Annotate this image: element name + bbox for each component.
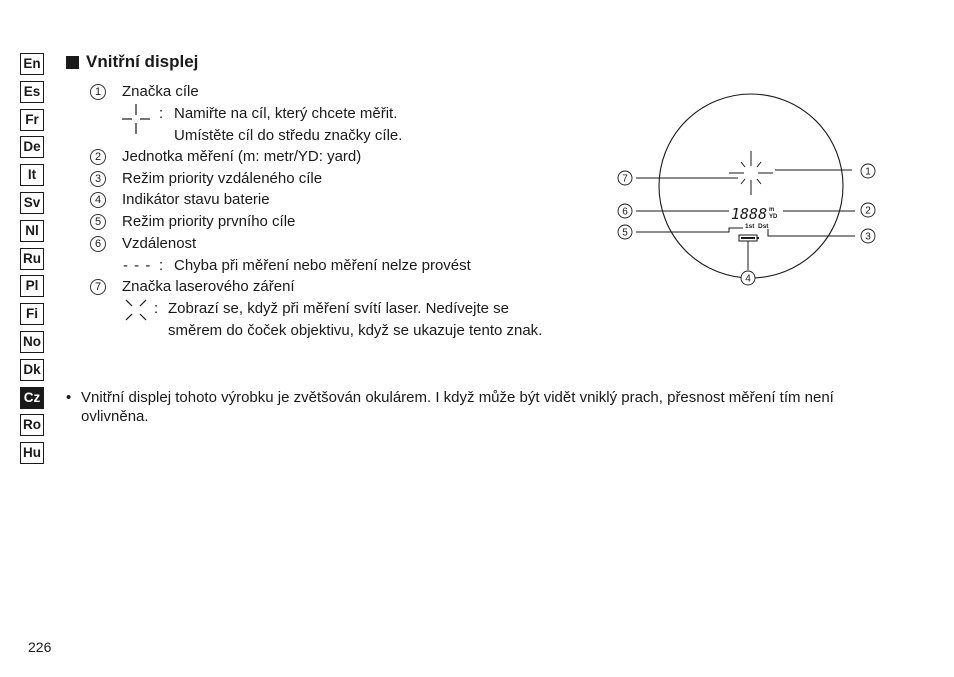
- list-item-label: Vzdálenost: [122, 235, 197, 252]
- lang-tab-it[interactable]: It: [20, 164, 44, 186]
- heading-title: Vnitřní displej: [86, 52, 199, 71]
- callout-4: 4: [745, 273, 751, 285]
- laser-mark-icon: [124, 298, 148, 322]
- lang-tab-es[interactable]: Es: [20, 81, 44, 103]
- callout-number: 6: [90, 236, 106, 252]
- footnote-bullet: •: [66, 389, 72, 406]
- laser-colon: :: [154, 300, 159, 317]
- dash-colon: :: [159, 257, 164, 274]
- lang-tab-no[interactable]: No: [20, 331, 44, 353]
- target-line-1: Namiřte na cíl, který chcete měřit.: [174, 105, 398, 122]
- diagram-unit-m: m: [769, 207, 775, 213]
- section-heading: [66, 52, 198, 72]
- list-item-3: [90, 169, 322, 188]
- lang-tab-pl[interactable]: Pl: [20, 275, 44, 297]
- page-number: 226: [28, 639, 52, 655]
- target-line-2: Umístěte cíl do středu značky cíle.: [174, 127, 403, 144]
- internal-display-diagram: [605, 85, 890, 295]
- callout-3: 3: [865, 231, 871, 243]
- callout-5: 5: [622, 227, 628, 239]
- lang-tab-hu[interactable]: Hu: [20, 442, 44, 464]
- footnote: [66, 388, 886, 426]
- diagram-unit-yd: YD: [769, 214, 778, 220]
- diagram-dist-mode: Dst: [758, 223, 769, 230]
- list-item-5: [90, 212, 295, 231]
- list-item-label: Indikátor stavu baterie: [122, 191, 270, 208]
- list-item-label: Značka laserového záření: [122, 278, 295, 295]
- heading-square-icon: [66, 56, 79, 69]
- callout-1: 1: [865, 166, 871, 178]
- list-item-7: [90, 277, 295, 296]
- lang-tab-ru[interactable]: Ru: [20, 248, 44, 270]
- list-item-label: Režim priority vzdáleného cíle: [122, 170, 323, 187]
- list-item-label: Značka cíle: [122, 83, 199, 100]
- laser-line-2: směrem do čoček objektivu, když se ukazuje tento znak.: [168, 322, 543, 339]
- list-item-label: Jednotka měření (m: metr/YD: yard): [122, 148, 362, 165]
- lang-tab-fr[interactable]: Fr: [20, 109, 44, 131]
- dash-symbol: - - -: [123, 257, 152, 274]
- callout-number: 7: [90, 279, 106, 295]
- footnote-text: Vnitřní displej tohoto výrobku je zvětšován okulárem. I když může být vidět vniklý prach, přesnost měření tím není ovlivněna.: [81, 389, 834, 425]
- list-item-label: Režim priority prvního cíle: [122, 213, 296, 230]
- lang-tab-dk[interactable]: Dk: [20, 359, 44, 381]
- callout-6: 6: [622, 206, 628, 218]
- callout-number: 1: [90, 84, 106, 100]
- lang-tab-de[interactable]: De: [20, 136, 44, 158]
- lang-tab-sv[interactable]: Sv: [20, 192, 44, 214]
- list-item-6: [90, 234, 196, 253]
- laser-line-1: Zobrazí se, když při měření svítí laser. Nedívejte se: [168, 300, 509, 317]
- callout-7: 7: [622, 173, 628, 185]
- callout-2: 2: [865, 205, 871, 217]
- dash-description: Chyba při měření nebo měření nelze provést: [174, 257, 471, 274]
- language-tabs: [20, 53, 44, 470]
- leader-5: [636, 228, 743, 232]
- lang-tab-fi[interactable]: Fi: [20, 303, 44, 325]
- leader-3: [768, 229, 855, 236]
- list-item-1: [90, 82, 199, 101]
- callout-number: 2: [90, 149, 106, 165]
- callout-number: 4: [90, 192, 106, 208]
- list-item-2: [90, 147, 361, 166]
- lang-tab-nl[interactable]: Nl: [20, 220, 44, 242]
- callout-number: 3: [90, 171, 106, 187]
- lang-tab-ro[interactable]: Ro: [20, 414, 44, 436]
- lang-tab-en[interactable]: En: [20, 53, 44, 75]
- diagram-first-mode: 1st: [745, 223, 755, 230]
- target-mark-icon: [122, 104, 150, 134]
- list-item-4: [90, 190, 270, 209]
- diagram-target-mark: [729, 151, 773, 195]
- callout-number: 5: [90, 214, 106, 230]
- lang-tab-cz[interactable]: Cz: [20, 387, 44, 409]
- diagram-distance-digits: 1888: [731, 205, 768, 223]
- target-colon: :: [159, 105, 164, 122]
